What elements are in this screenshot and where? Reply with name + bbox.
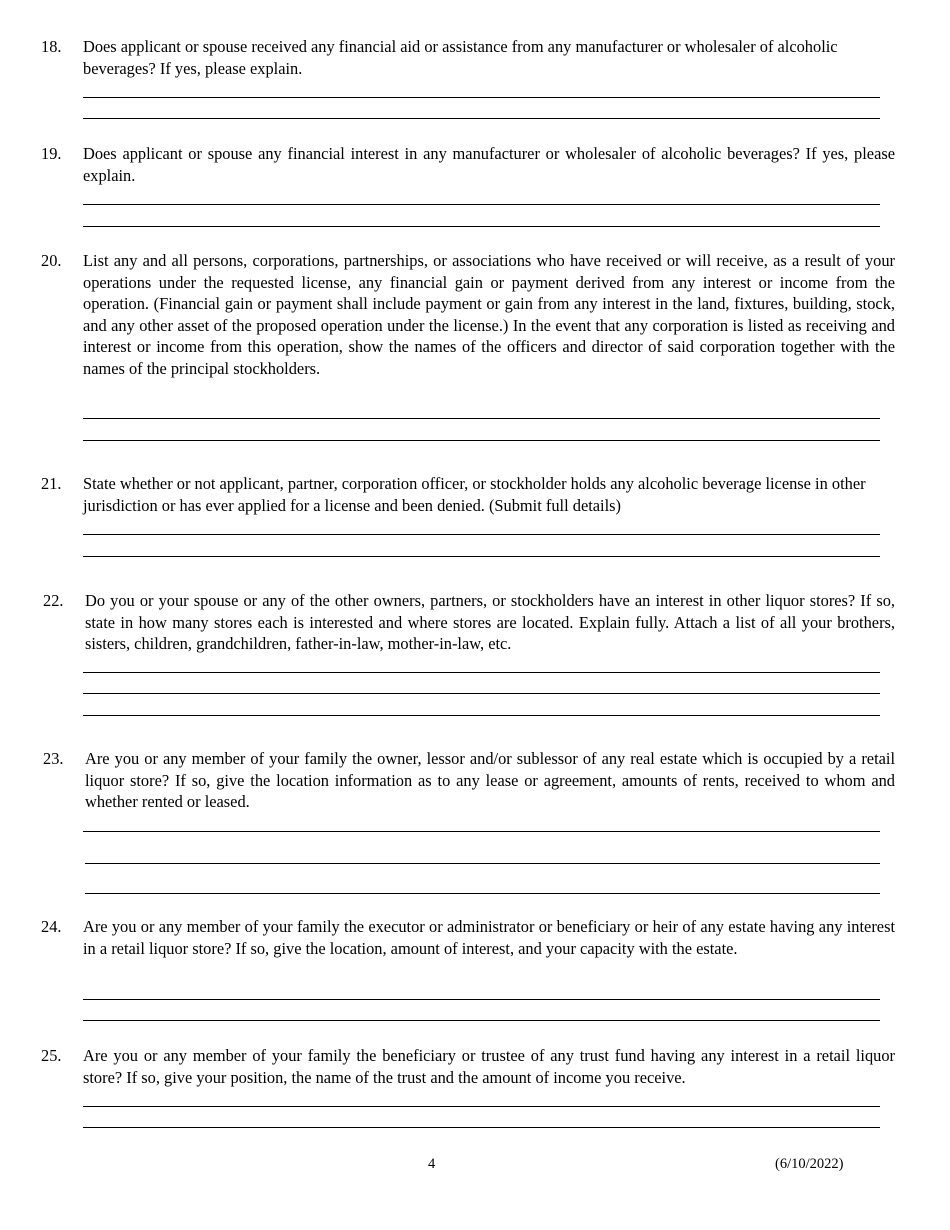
question-text: Do you or your spouse or any of the other owners, partners, or stockholders have an interest in other liquor stores? If so, state in how many stores each is interested and where stores are located. Explain fully. Attach a list of all your brothers, sisters, children, grandchildren, father-in-law, mother-in-law, etc.	[85, 591, 895, 653]
answer-line[interactable]	[85, 863, 880, 864]
question-text: Are you or any member of your family the beneficiary or trustee of any trust fund having any interest in a retail liquor store? If so, give your position, the name of the trust and the amount of income you receive.	[83, 1046, 895, 1087]
page-number: 4	[428, 1156, 436, 1172]
answer-line[interactable]	[83, 672, 880, 673]
question-number: 20.	[41, 251, 62, 270]
question-number: 22.	[43, 591, 64, 610]
answer-line[interactable]	[83, 999, 880, 1000]
question-number: 18.	[41, 37, 62, 56]
question-text: Does applicant or spouse received any financial aid or assistance from any manufacturer or wholesaler of alcoholic beverages? If yes, please explain.	[83, 37, 838, 78]
question-number: 19.	[41, 144, 62, 163]
question-number: 21.	[41, 474, 62, 493]
question-text: Are you or any member of your family the owner, lessor and/or sublessor of any real estate which is occupied by a retail liquor store? If so, give the location information as to any lease or agreement, amounts of rents, received to whom and whether rented or leased.	[85, 749, 895, 811]
answer-line[interactable]	[83, 715, 880, 716]
answer-line[interactable]	[83, 118, 880, 119]
answer-line[interactable]	[83, 226, 880, 227]
question-number: 23.	[43, 749, 64, 768]
question-text: List any and all persons, corporations, partnerships, or associations who have received or will receive, as a result of your operations under the requested license, any financial gain or payment derived from any interest or income from the operation. (Financial gain or payment shall include payment or gain from any interest in the land, fixtures, building, stock, and any other asset of the proposed operation under the license.) In the event that any corporation is listed as receiving and interest or income from this operation, show the names of the officers and director of said corporation together with the names of the principal stockholders.	[83, 251, 895, 378]
answer-line[interactable]	[83, 831, 880, 832]
question-number: 24.	[41, 917, 62, 936]
answer-line[interactable]	[83, 1020, 880, 1021]
question-text: Does applicant or spouse any financial interest in any manufacturer or wholesaler of alcoholic beverages? If yes, please explain.	[83, 144, 895, 185]
answer-line[interactable]	[83, 440, 880, 441]
answer-line[interactable]	[83, 1127, 880, 1128]
answer-line[interactable]	[83, 97, 880, 98]
answer-line[interactable]	[83, 693, 880, 694]
answer-line[interactable]	[83, 1106, 880, 1107]
question-number: 25.	[41, 1046, 62, 1065]
question-text: State whether or not applicant, partner, corporation officer, or stockholder holds any alcoholic beverage license in other jurisdiction or has ever applied for a license and been denied. (Submit full details)	[83, 474, 866, 515]
answer-line[interactable]	[83, 534, 880, 535]
answer-line[interactable]	[85, 893, 880, 894]
answer-line[interactable]	[83, 556, 880, 557]
revision-date: (6/10/2022)	[775, 1156, 844, 1172]
question-text: Are you or any member of your family the executor or administrator or beneficiary or heir of any estate having any interest in a retail liquor store? If so, give the location, amount of interest, and your capacity with the estate.	[83, 917, 895, 958]
answer-line[interactable]	[83, 204, 880, 205]
answer-line[interactable]	[83, 418, 880, 419]
